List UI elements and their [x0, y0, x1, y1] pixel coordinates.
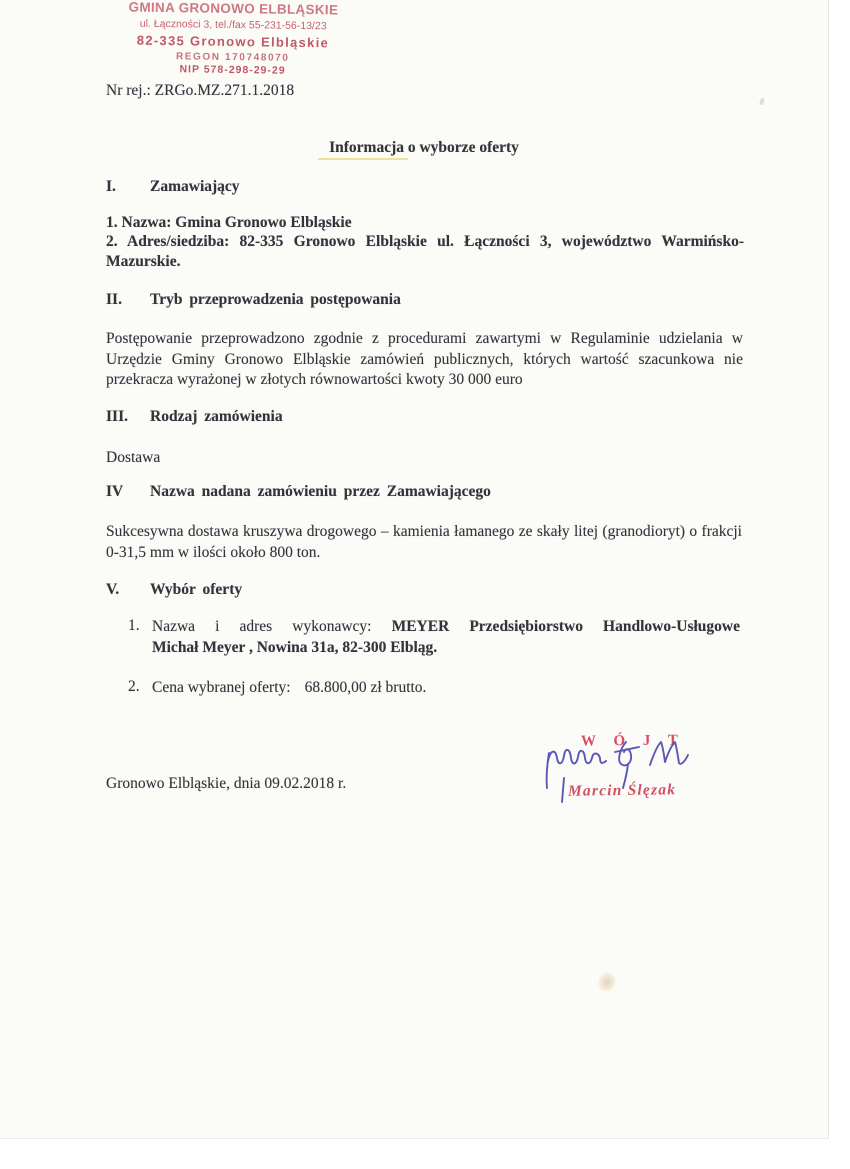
signature-stroke-s-loop [619, 742, 631, 765]
section-5-number: V. [106, 581, 120, 598]
scan-speck [759, 98, 765, 106]
title-underline-mark [318, 158, 408, 160]
stamp-nip: NIP 578-298-29-29 [179, 63, 286, 77]
section-4-heading-label: Nazwa nadana zamówieniu przez Zamawiającego [150, 483, 491, 500]
signature-stroke-crossbar [615, 747, 639, 752]
list-item-2-marker: 2. [128, 678, 140, 695]
signature-stroke-lower-mark [562, 778, 564, 802]
section-2-heading-label: Tryb przeprowadzenia postępowania [150, 291, 401, 308]
section-1-heading [106, 178, 746, 196]
office-stamp [107, 0, 358, 78]
signature-title-stamp: W Ó J T [580, 732, 685, 750]
section-3-number: III. [106, 408, 128, 425]
document-title: Informacja o wyborze oferty [329, 139, 519, 156]
section-4-paragraph: Sukcesywna dostawa kruszywa drogowego – kamienia łamanego ze skały litej (granodioryt) o frakcji 0-31,5 mm w ilości około 800 ton. [106, 523, 742, 561]
section-3-heading [106, 408, 746, 426]
section-5-heading-label: Wybór oferty [150, 581, 243, 598]
section-1-heading-label: Zamawiający [150, 178, 240, 195]
section-4-number: IV [106, 483, 124, 500]
contractor-label: Nazwa i adres wykonawcy: [152, 618, 372, 635]
stamp-municipality-name: GMINA GRONOWO ELBLĄSKIE [128, 0, 339, 18]
section-2-paragraph: Postępowanie przeprowadzono zgodnie z procedurami zawartymi w Regulaminie udzielania w Urzędzie Gminy Gronowo Elbląskie zamówień publicznych, których wartość szacunkowa nie przekracza wyrażonej w złotych równowartości kwoty 30 000 euro [106, 330, 743, 389]
contractor-line-1 [152, 617, 740, 638]
list-item-1-marker: 1. [128, 617, 140, 634]
registry-number: Nr rej.: ZRGo.MZ.271.1.2018 [106, 82, 295, 99]
section-3-heading-label: Rodzaj zamówienia [150, 408, 283, 425]
signature-name-stamp: Marcin Ślęzak [567, 781, 677, 800]
signature-stroke-loops [548, 750, 606, 764]
scan-smudge [595, 970, 619, 995]
signature-stroke-m-final [650, 742, 688, 765]
section-4-heading [106, 483, 746, 501]
stamp-postal-city: 82-335 Gronowo Elbląskie [136, 32, 330, 51]
section-1-name-line: 1. Nazwa: Gmina Gronowo Elbląskie [106, 214, 352, 231]
section-2-number: II. [106, 291, 122, 308]
stamp-regon: REGON 170748070 [175, 51, 290, 64]
contractor-name: MEYER Przedsiębiorstwo Handlowo-Usługowe [391, 618, 740, 635]
price-value: 68.800,00 zł brutto. [304, 679, 427, 696]
section-1-address-line: 2. Adres/siedziba: 82-335 Gronowo Elbląskie ul. Łączności 3, województwo Warmińsko-Mazurskie. [106, 233, 744, 270]
section-2-heading [106, 291, 746, 309]
place-date-line: Gronowo Elbląskie, dnia 09.02.2018 r. [106, 775, 347, 792]
stamp-address-phone: ul. Łączności 3, tel./fax 55-231-56-13/23 [139, 17, 327, 33]
section-1-number: I. [106, 178, 116, 195]
price-line [152, 678, 426, 699]
section-3-value: Dostawa [106, 449, 161, 466]
contractor-line-2: Michał Meyer , Nowina 31a, 82-300 Elbląg. [152, 639, 438, 656]
section-5-heading [106, 581, 746, 599]
price-label: Cena wybranej oferty: [152, 679, 291, 696]
